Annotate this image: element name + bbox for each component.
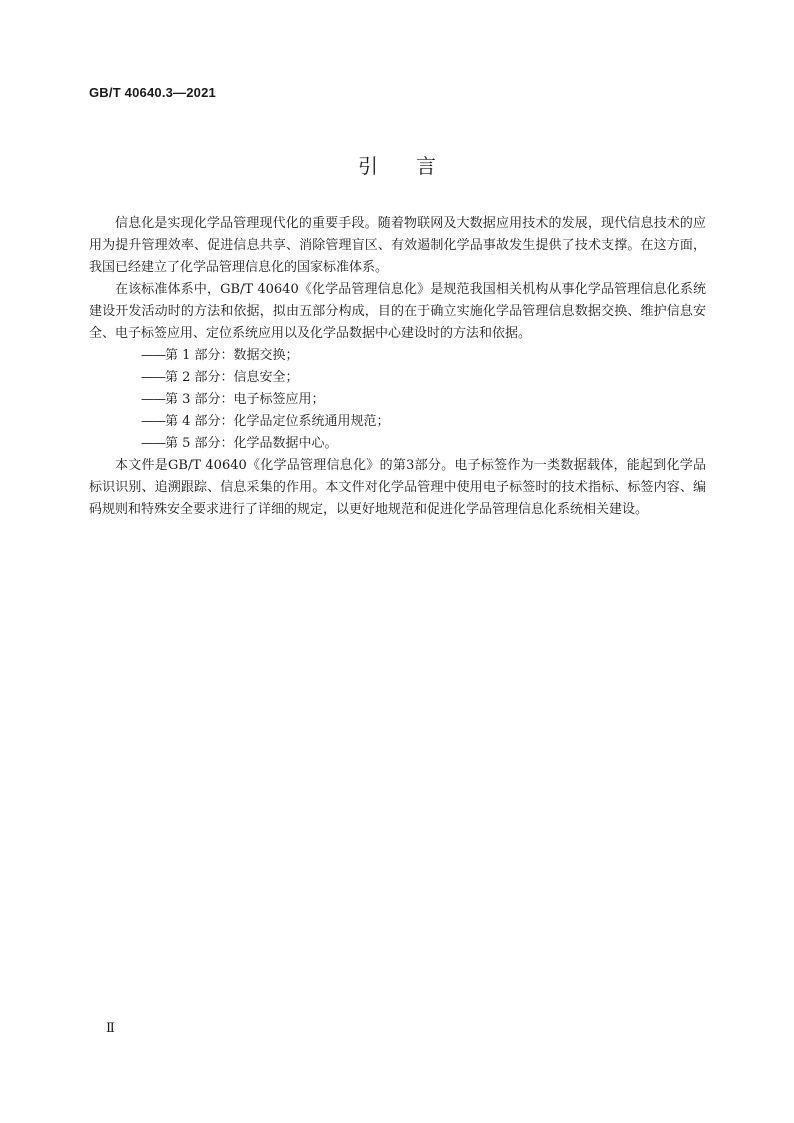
paragraph-intro: 信息化是实现化学品管理现代化的重要手段。随着物联网及大数据应用技术的发展，现代信息技术的应用为提升管理效率、促进信息共享、消除管理盲区、有效遏制化学品事故发生提供了技术支撑。在这方面，我国已经建立了化学品管理信息化的国家标准体系。: [89, 216, 706, 275]
paragraph-standard-system: 在该标准体系中，GB/T 40640《化学品管理信息化》是规范我国相关机构从事化学品管理信息化系统建设开发活动时的方法和依据，拟由五部分构成，目的在于确立实施化学品管理信息数据交换、维护信息安全、电子标签应用、定位系统应用以及化学品数据中心建设时的方法和依据。: [89, 282, 706, 341]
list-dash: ——: [141, 436, 165, 451]
paragraph-this-document: 本文件是GB/T 40640《化学品管理信息化》的第3部分。电子标签作为一类数据载体，能起到化学品标识识别、追溯跟踪、信息采集的作用。本文件对化学品管理中使用电子标签时的技术指标、标签内容、编码规则和特殊安全要求进行了详细的规定，以更好地规范和促进化学品管理信息化系统相关建设。: [89, 458, 706, 517]
list-item-text: 第 1 部分：数据交换；: [165, 348, 299, 363]
standard-number: GB/T 40640.3—2021: [89, 85, 216, 100]
list-item-part-4: [89, 411, 706, 433]
list-item-part-3: [89, 389, 706, 411]
document-body: [89, 213, 706, 521]
list-item-text: 第 4 部分：化学品定位系统通用规范；: [165, 414, 390, 429]
page-number: Ⅱ: [106, 1021, 115, 1036]
list-item-part-2: [89, 367, 706, 389]
list-item-text: 第 5 部分：化学品数据中心。: [165, 436, 338, 451]
list-dash: ——: [141, 414, 165, 429]
list-dash: ——: [141, 348, 165, 363]
list-item-text: 第 3 部分：电子标签应用；: [165, 392, 325, 407]
list-dash: ——: [141, 370, 165, 385]
list-item-part-5: [89, 433, 706, 455]
list-item-part-1: [89, 345, 706, 367]
list-item-text: 第 2 部分：信息安全；: [165, 370, 299, 385]
section-title: 引言: [358, 154, 474, 178]
list-dash: ——: [141, 392, 165, 407]
